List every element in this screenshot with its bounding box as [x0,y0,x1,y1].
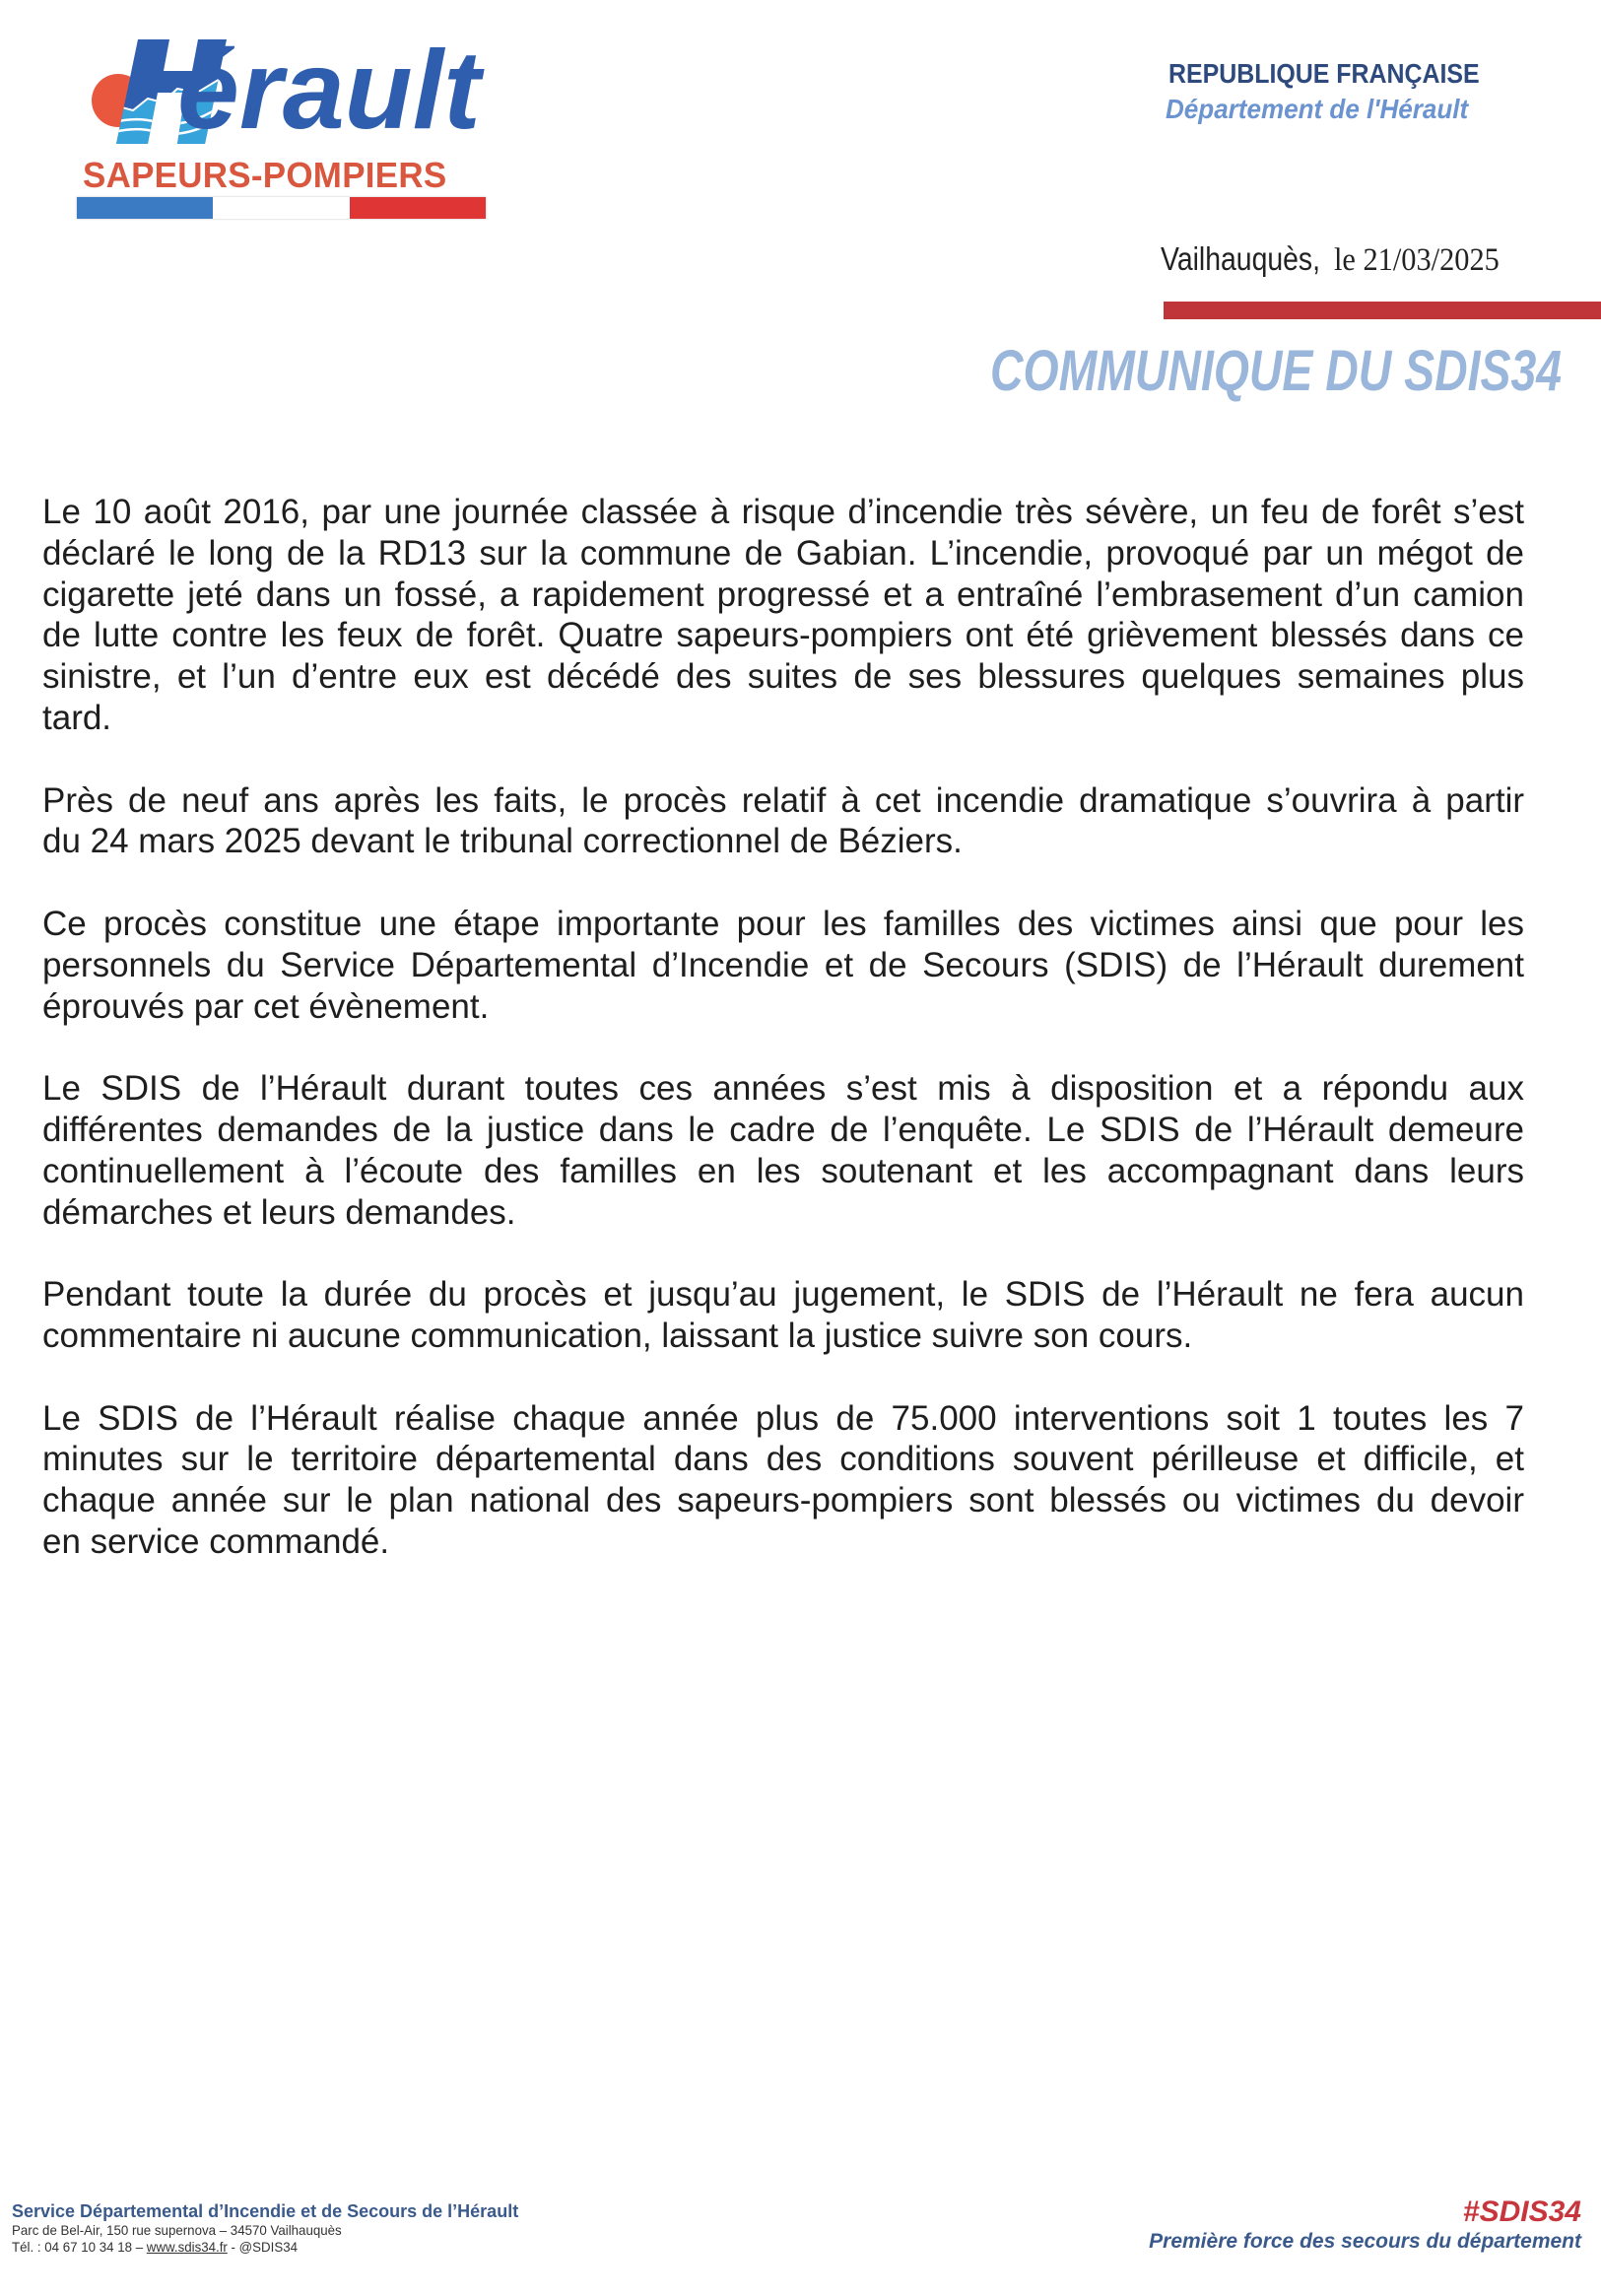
paragraph-line: en service commandé. [42,1521,390,1561]
paragraph-line: Près de neuf ans après les faits, le procès relatif à cet incendie dramatique s’ouvrira à partir [42,780,1524,820]
paragraph [42,492,1524,739]
flag-white-band [213,197,349,219]
paragraph-line: éprouvés par cet évènement. [42,986,490,1026]
paragraph-line: cigarette jeté dans un fossé, a rapidement progressé et a entraîné l’embrasement d’un camion [42,574,1524,614]
paragraph [42,1398,1524,1563]
paragraph-line: minutes sur le territoire départemental dans des conditions souvent périlleuse et difficile, et [42,1440,1524,1479]
flag-red-band [350,197,486,219]
footer-social-handle: - @SDIS34 [227,2239,299,2255]
footer-address: Parc de Bel-Air, 150 rue supernova – 34570 Vailhauquès [12,2222,342,2238]
paragraph-line: du 24 mars 2025 devant le tribunal correctionnel de Béziers. [42,822,963,861]
footer-tagline: Première force des secours du département [1149,2230,1581,2253]
flag-blue-band [77,197,213,219]
header-accent-bar [1164,302,1601,319]
paragraph [42,904,1524,1027]
paragraph-line: commentaire ni aucune communication, laissant la justice suivre son cours. [42,1316,1193,1355]
paragraph-line: Pendant toute la durée du procès et jusqu’au jugement, le SDIS de l’Hérault ne fera aucun [42,1275,1524,1315]
paragraph-line: de lutte contre les feux de forêt. Quatre sapeurs-pompiers ont été grièvement blessés dans ce [42,616,1524,655]
paragraph-line: Le SDIS de l’Hérault réalise chaque année plus de 75.000 interventions soit 1 toutes les 7 [42,1398,1524,1438]
paragraph-line: continuellement à l’écoute des familles en les soutenant et les accompagnant dans leurs [42,1151,1524,1190]
paragraph-line: personnels du Service Départemental d’Incendie et de Secours (SDIS) de l’Hérault durement [42,945,1524,984]
footer-contact-line [12,2239,493,2256]
date-place: Vailhauquès, [1161,240,1321,277]
footer-phone: Tél. : 04 67 10 34 18 – [12,2239,147,2255]
paragraph-line: démarches et leurs demandes. [42,1192,516,1232]
press-release-body [42,492,1524,1604]
footer-branding [1149,2195,1581,2255]
paragraph-line: chaque année sur le plan national des sapeurs-pompiers sont blessés ou victimes du devoir [42,1481,1524,1520]
page-title: COMMUNIQUE DU SDIS34 [989,339,1562,403]
paragraph-line: Le SDIS de l’Hérault durant toutes ces années s’est mis à disposition et a répondu aux [42,1069,1524,1109]
logo-wordmark: érault [177,28,481,152]
paragraph-line: tard. [42,698,112,737]
logo-tricolor-bar [77,197,486,219]
paragraph-line: sinistre, et l’un d’entre eux est décédé des suites de ses blessures quelques semaines plus [42,657,1524,697]
paragraph-line: Le 10 août 2016, par une journée classée à risque d’incendie très sévère, un feu de forêt s’est [42,493,1524,531]
paragraph [42,780,1524,863]
paragraph [42,1068,1524,1233]
paragraph-line: déclaré le long de la RD13 sur la commune de Gabian. L’incendie, provoqué par un mégot de [42,533,1524,573]
department-label: Département de l'Hérault [1166,94,1469,124]
republic-label: REPUBLIQUE FRANÇAISE [1168,58,1480,89]
footer-org-name: Service Départemental d’Incendie et de Secours de l’Hérault [12,2201,519,2221]
logo-subtitle: SAPEURS-POMPIERS [83,155,447,195]
paragraph-line: Ce procès constitue une étape importante pour les familles des victimes ainsi que pour les [42,904,1524,943]
sdis-logo [39,30,502,227]
date-value: le 21/03/2025 [1333,242,1500,278]
footer-website-link[interactable]: www.sdis34.fr [146,2239,228,2255]
footer-hashtag: #SDIS34 [1462,2195,1581,2228]
paragraph-line: différentes demandes de la justice dans le cadre de l’enquête. Le SDIS de l’Hérault demeure [42,1110,1524,1149]
document-date [1161,240,1513,279]
footer-contact [12,2200,518,2256]
paragraph [42,1274,1524,1357]
